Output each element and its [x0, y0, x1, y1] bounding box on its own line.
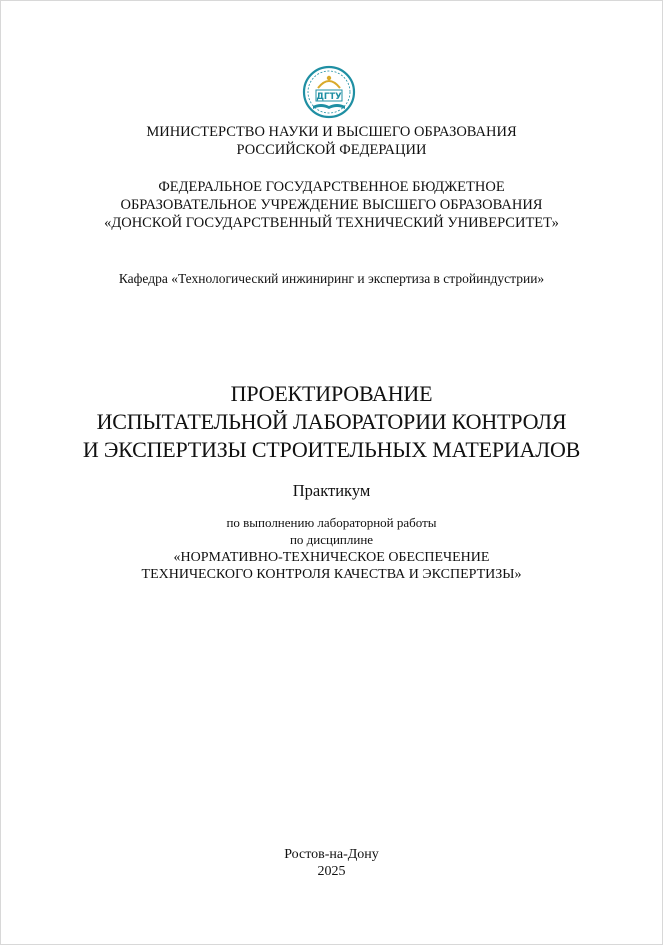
discipline-line-2: ТЕХНИЧЕСКОГО КОНТРОЛЯ КАЧЕСТВА И ЭКСПЕРТИЗЫ»: [141, 567, 522, 582]
purpose-line-1: по выполнению лабораторной работы: [226, 515, 437, 530]
title-line-1: ПРОЕКТИРОВАНИЕ: [230, 381, 433, 406]
title-line-3: И ЭКСПЕРТИЗЫ СТРОИТЕЛЬНЫХ МАТЕРИАЛОВ: [82, 437, 581, 462]
institution-line-3: «ДОНСКОЙ ГОСУДАРСТВЕННЫЙ ТЕХНИЧЕСКИЙ УНИВЕРСИТЕТ»: [104, 215, 559, 231]
ministry-line-1: МИНИСТЕРСТВО НАУКИ И ВЫСШЕГО ОБРАЗОВАНИЯ: [146, 124, 517, 140]
ministry-line-2: РОССИЙСКОЙ ФЕДЕРАЦИИ: [236, 142, 427, 158]
publication-year: 2025: [317, 864, 346, 879]
university-logo-icon: [301, 62, 357, 122]
discipline-line-1: «НОРМАТИВНО-ТЕХНИЧЕСКОЕ ОБЕСПЕЧЕНИЕ: [173, 550, 490, 565]
title-line-2: ИСПЫТАТЕЛЬНОЙ ЛАБОРАТОРИИ КОНТРОЛЯ: [96, 409, 567, 434]
institution-line-2: ОБРАЗОВАТЕЛЬНОЕ УЧРЕЖДЕНИЕ ВЫСШЕГО ОБРАЗОВАНИЯ: [120, 197, 543, 213]
logo-text: ДГТУ: [316, 92, 342, 102]
department-name: Кафедра «Технологический инжиниринг и экспертиза в стройиндустрии»: [118, 271, 545, 286]
purpose-line-2: по дисциплине: [289, 532, 374, 547]
institution-line-1: ФЕДЕРАЛЬНОЕ ГОСУДАРСТВЕННОЕ БЮДЖЕТНОЕ: [158, 179, 505, 195]
document-type: Практикум: [292, 481, 371, 500]
publication-city: Ростов-на-Дону: [284, 847, 379, 862]
